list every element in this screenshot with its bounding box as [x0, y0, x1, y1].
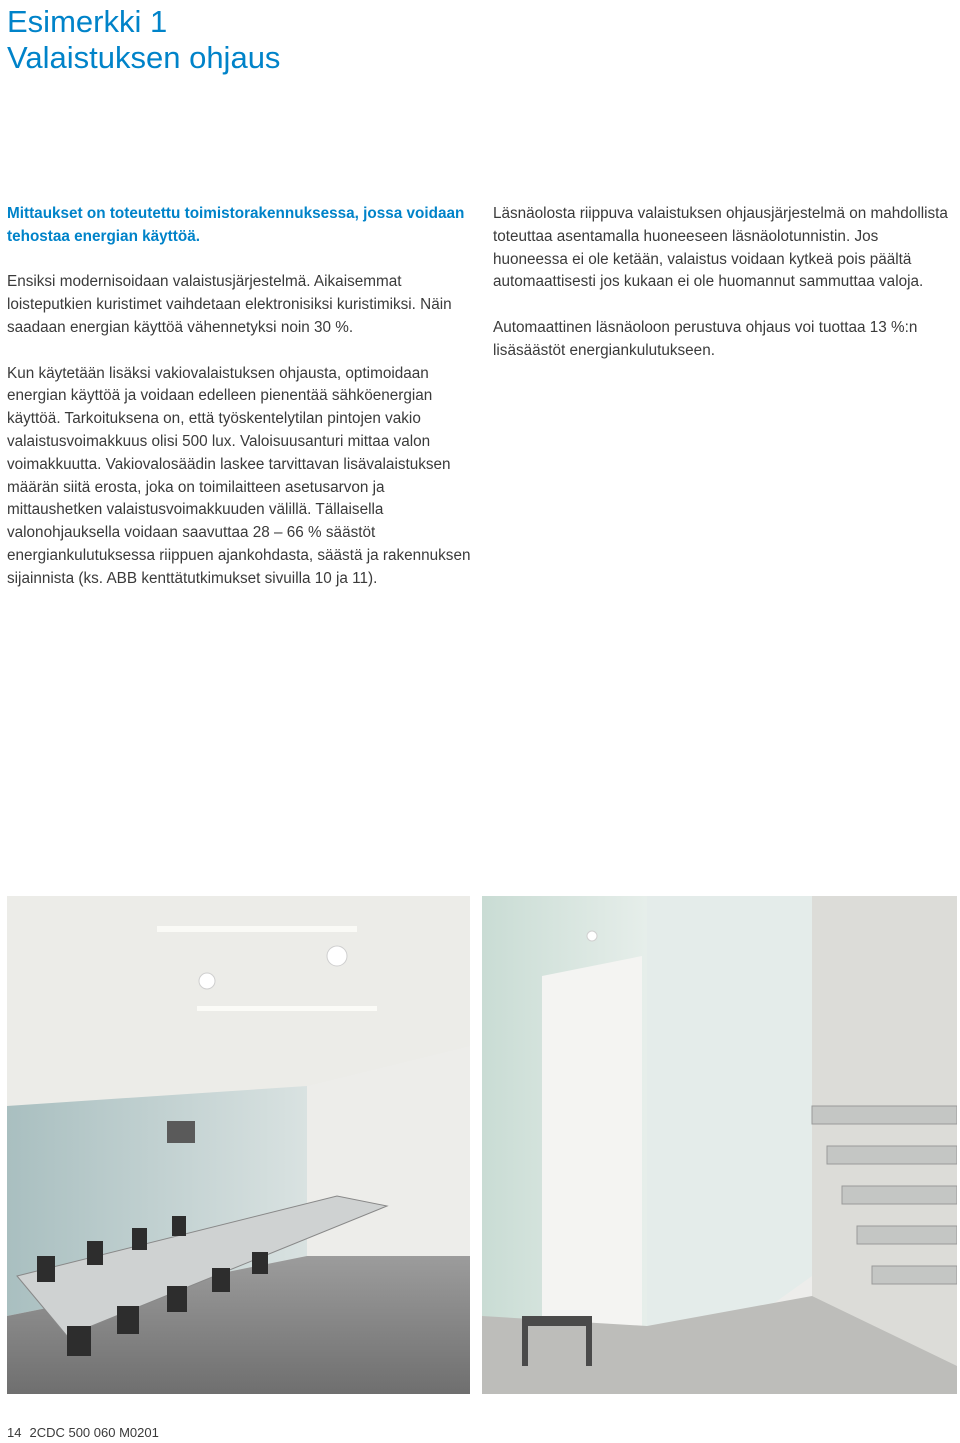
left-column	[7, 203, 477, 613]
lead-paragraph: Mittaukset on toteutettu toimistorakennuksessa, jossa voidaan tehostaa energian käyttöä.	[7, 205, 465, 245]
title-line-1: Esimerkki 1	[7, 4, 168, 39]
page-footer	[7, 1425, 159, 1440]
paragraph-modernisation: Ensiksi modernisoidaan valaistusjärjestelmä. Aikaisemmat loisteputkien kuristimet vaihdetaan elektronisiksi kuristimiksi. Näin saadaan energian käyttöä vähennetyksi noin 30 %.	[7, 273, 452, 336]
right-column	[493, 203, 953, 385]
corridor-staircase-photo	[482, 896, 957, 1394]
paragraph-additional-savings: Automaattinen läsnäoloon perustuva ohjaus voi tuottaa 13 %:n lisäsäästöt energiankulutukseen.	[493, 318, 918, 359]
page-number: 14	[7, 1425, 22, 1440]
paragraph-constant-light-control: Kun käytetään lisäksi vakiovalaistuksen ohjausta, optimoidaan energian käyttöä ja voidaan edelleen pienentää sähköenergian käyttöä. Tarkoituksena on, että työskentelytilan pintojen vakio valaistusvoimakkuus olisi 500 lux. Valoisuusanturi mittaa valon voimakkuutta. Vakiovalosäädin laskee tarvittavan lisävalaistuksen määrän siitä erosta, joka on toimilaitteen asetusarvon ja mittaushetken valaistusvoimakkuuden välillä. Tällaisella valonohjauksella voidaan saavuttaa 28 – 66 % säästöt energiankulutuksessa riippuen ajankohdasta, säästä ja rakennuksen sijainnista (ks. ABB kenttätutkimukset sivuilla 10 ja 11).	[7, 364, 471, 587]
conference-room-photo	[7, 896, 470, 1394]
title-line-2: Valaistuksen ohjaus	[7, 40, 281, 75]
document-code: 2CDC 500 060 M0201	[29, 1425, 159, 1440]
paragraph-presence-control: Läsnäolosta riippuva valaistuksen ohjausjärjestelmä on mahdollista toteuttaa asentamalla huoneeseen läsnäolotunnistin. Jos huoneessa ei ole ketään, valaistus voidaan kytkeä pois päältä automaattisesti jos kukaan ei ole huomannut sammuttaa valoja.	[493, 205, 948, 291]
page-title	[7, 4, 280, 76]
